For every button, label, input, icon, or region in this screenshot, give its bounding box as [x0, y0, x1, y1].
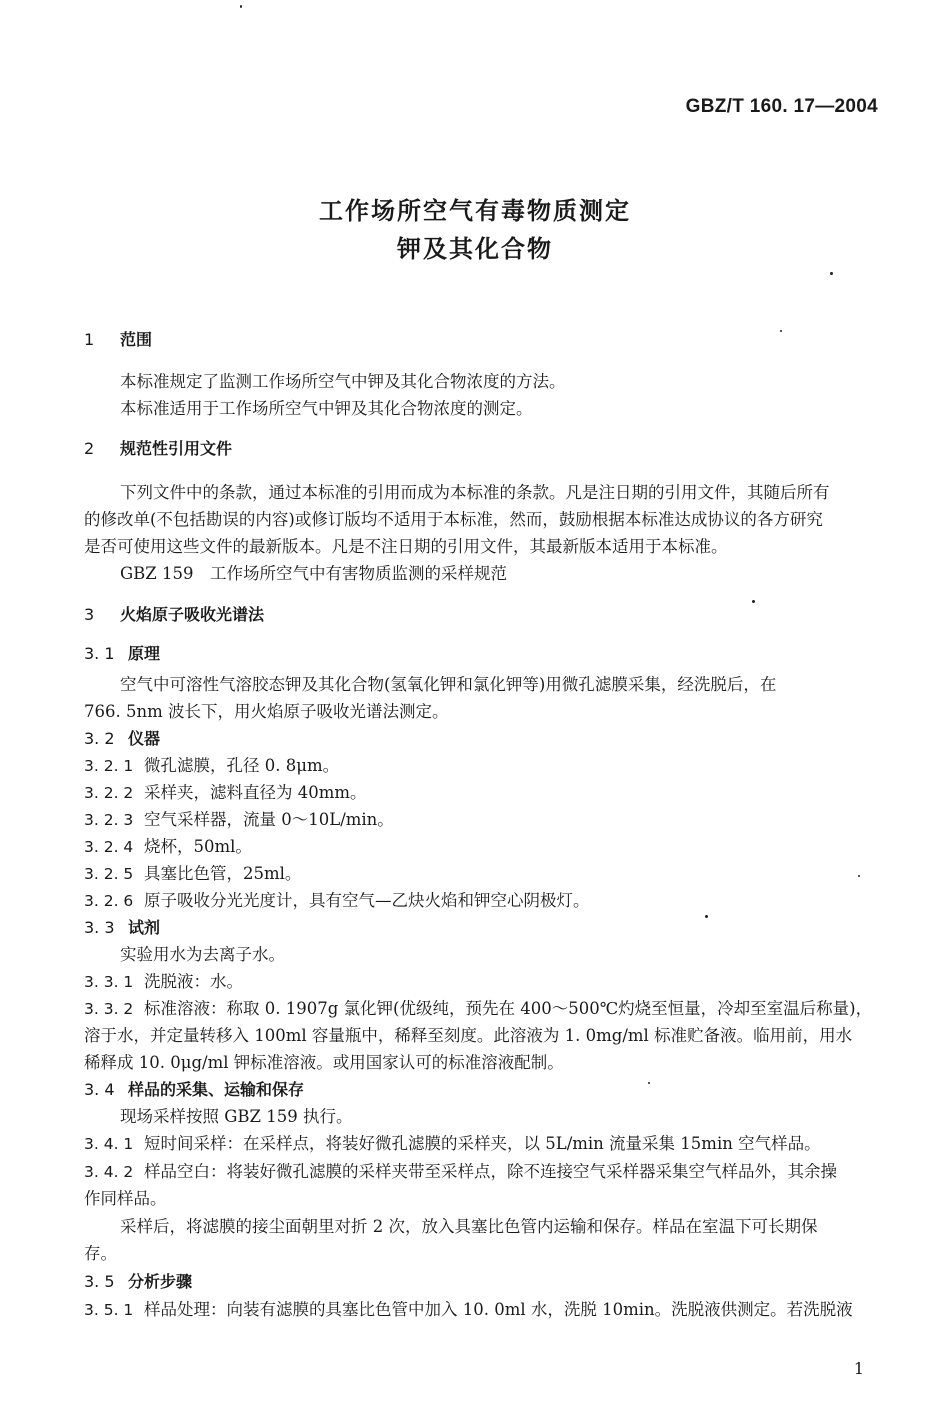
paragraph-line: 现场采样按照 GBZ 159 执行。 — [120, 1107, 353, 1126]
document-title-line-1: 工作场所空气有毒物质测定 — [319, 197, 631, 225]
paragraph-line: 本标准规定了监测工作场所空气中钾及其化合物浓度的方法。 — [120, 372, 566, 391]
item-text: 洗脱液：水。 — [144, 972, 243, 991]
scan-speck — [780, 330, 782, 332]
instrument-item — [84, 809, 394, 831]
item-text: 样品空白：将装好微孔滤膜的采样夹带至采样点，除不连接空气采样器采集空气样品外，其余操 — [144, 1162, 837, 1181]
paragraph-line: 空气中可溶性气溶胶态钾及其化合物(氢氧化钾和氯化钾等)用微孔滤膜采集，经洗脱后，在 — [120, 675, 777, 694]
item-number: 3. 2. 4 — [84, 838, 134, 856]
instrument-item — [84, 890, 590, 912]
subsection-title: 仪器 — [128, 729, 161, 748]
item-text: 样品处理：向装有滤膜的具塞比色管中加入 10. 0ml 水，洗脱 10min。洗脱液供测定。若洗脱液 — [144, 1300, 853, 1319]
paragraph-line: 本标准适用于工作场所空气中钾及其化合物浓度的测定。 — [120, 399, 533, 418]
item-text: 烧杯，50ml。 — [144, 837, 252, 856]
sampling-item — [84, 1133, 821, 1155]
item-text: 具塞比色管，25ml。 — [144, 864, 302, 883]
standard-code: GBZ/T 160. 17—2004 — [685, 96, 878, 117]
subsection-title: 试剂 — [128, 918, 161, 937]
subsection-title: 原理 — [128, 644, 161, 663]
item-number: 3. 4. 1 — [84, 1135, 134, 1153]
paragraph-line: 766. 5nm 波长下，用火焰原子吸收光谱法测定。 — [84, 702, 449, 721]
page-number: 1 — [853, 1359, 864, 1378]
document-title-line-2: 钾及其化合物 — [397, 235, 553, 263]
section-heading-references — [84, 438, 232, 460]
subsection-number: 3. 4 — [84, 1080, 115, 1099]
instrument-item — [84, 863, 301, 885]
reference-line: GBZ 159 工作场所空气中有害物质监测的采样规范 — [120, 564, 508, 583]
subsection-heading-instruments — [84, 728, 160, 750]
item-number: 3. 2. 1 — [84, 757, 134, 775]
paragraph-line: 存。 — [84, 1244, 117, 1263]
section-heading-scope — [84, 329, 152, 351]
sampling-item — [84, 1161, 837, 1183]
item-text: 微孔滤膜，孔径 0. 8μm。 — [144, 756, 340, 775]
instrument-item — [84, 836, 252, 858]
section-title: 规范性引用文件 — [120, 439, 233, 458]
item-text: 短时间采样：在采样点，将装好微孔滤膜的采样夹，以 5L/min 流量采集 15min 空气样品。 — [144, 1134, 821, 1153]
subsection-number: 3. 1 — [84, 644, 115, 663]
paragraph-line: 的修改单(不包括勘误的内容)或修订版均不适用于本标准，然而，鼓励根据本标准达成协议的各方研究 — [84, 510, 823, 529]
reagent-item — [84, 971, 243, 993]
paragraph-line: 实验用水为去离子水。 — [120, 945, 285, 964]
paragraph-line: 稀释成 10. 0μg/ml 钾标准溶液。或用国家认可的标准溶液配制。 — [84, 1053, 564, 1072]
section-number: 3 — [84, 605, 95, 624]
instrument-item — [84, 782, 367, 804]
subsection-heading-analysis — [84, 1271, 192, 1293]
item-number: 3. 3. 1 — [84, 973, 134, 991]
section-title: 火焰原子吸收光谱法 — [120, 605, 265, 624]
subsection-heading-reagents — [84, 917, 160, 939]
item-number: 3. 2. 2 — [84, 784, 134, 802]
item-number: 3. 2. 6 — [84, 892, 134, 910]
subsection-number: 3. 5 — [84, 1272, 115, 1291]
reagent-item — [84, 998, 872, 1020]
item-number: 3. 5. 1 — [84, 1301, 134, 1319]
paragraph-line: 作同样品。 — [84, 1189, 167, 1208]
section-title: 范围 — [120, 330, 153, 349]
section-number: 1 — [84, 330, 95, 349]
item-number: 3. 2. 5 — [84, 865, 134, 883]
paragraph-line: 采样后，将滤膜的接尘面朝里对折 2 次，放入具塞比色管内运输和保存。样品在室温下可长期保 — [120, 1217, 818, 1236]
paragraph-line: 是否可使用这些文件的最新版本。凡是不注日期的引用文件，其最新版本适用于本标准。 — [84, 537, 728, 556]
subsection-heading-principle — [84, 643, 160, 665]
subsection-heading-sampling — [84, 1079, 304, 1101]
analysis-item — [84, 1299, 853, 1321]
paragraph-line: 下列文件中的条款，通过本标准的引用而成为本标准的条款。凡是注日期的引用文件，其随后所有 — [120, 483, 830, 502]
subsection-title: 分析步骤 — [128, 1272, 193, 1291]
scan-speck — [858, 875, 860, 877]
subsection-number: 3. 3 — [84, 918, 115, 937]
scan-speck — [705, 915, 708, 918]
item-number: 3. 3. 2 — [84, 1000, 134, 1018]
scan-speck — [240, 5, 242, 8]
section-number: 2 — [84, 439, 95, 458]
scan-speck — [752, 600, 755, 603]
scan-speck — [830, 272, 833, 275]
subsection-number: 3. 2 — [84, 729, 115, 748]
subsection-title: 样品的采集、运输和保存 — [128, 1080, 305, 1099]
item-number: 3. 2. 3 — [84, 811, 134, 829]
item-number: 3. 4. 2 — [84, 1163, 134, 1181]
scan-speck — [648, 1082, 650, 1084]
instrument-item — [84, 755, 339, 777]
item-text: 标准溶液：称取 0. 1907g 氯化钾(优级纯，预先在 400～500℃灼烧至恒量，冷却至室温后称量)， — [144, 999, 873, 1018]
item-text: 空气采样器，流量 0～10L/min。 — [144, 810, 394, 829]
item-text: 原子吸收分光光度计，具有空气—乙炔火焰和钾空心阴极灯。 — [144, 891, 590, 910]
item-text: 采样夹，滤料直径为 40mm。 — [144, 783, 367, 802]
paragraph-line: 溶于水，并定量转移入 100ml 容量瓶中，稀释至刻度。此溶液为 1. 0mg/ml 标准贮备液。临用前，用水 — [84, 1026, 853, 1045]
section-heading-method — [84, 604, 264, 626]
